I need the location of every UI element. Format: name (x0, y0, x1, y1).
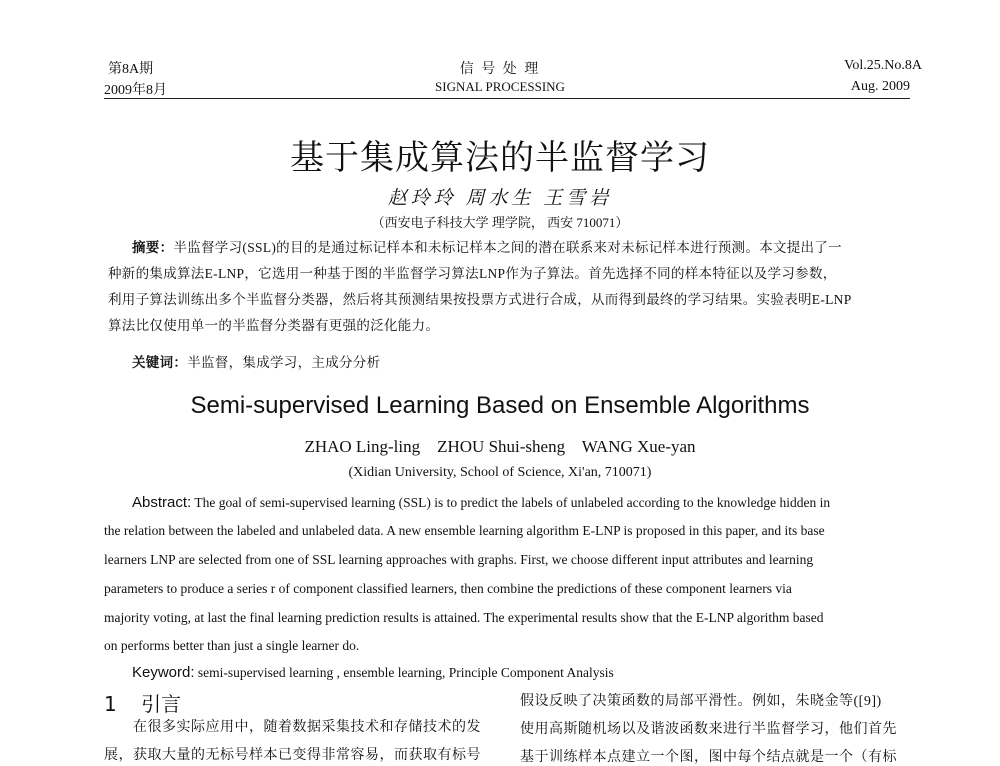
volume-number: Vol.25.No.8A (844, 58, 922, 73)
keywords-en (132, 664, 614, 681)
left-column-line: 展，获取大量的无标号样本已变得非常容易，而获取有标号 (104, 748, 481, 763)
authors-cn: 赵玲玲 周水生 王雪岩 (387, 188, 613, 209)
keywords-en-label: Keyword: (132, 664, 195, 681)
journal-name-en: SIGNAL PROCESSING (435, 79, 565, 94)
section-heading (104, 688, 181, 717)
keywords-cn-label: 关键词： (132, 355, 188, 370)
section-title: 引言 (141, 692, 182, 716)
paper-title-en: Semi-supervised Learning Based on Ensemble Algorithms (190, 392, 810, 419)
abstract-cn-label: 摘要： (132, 240, 174, 255)
abstract-cn-line: 利用子算法训练出多个半监督分类器，然后将其预测结果按投票方式进行合成，从而得到最终的学习结果。实验表明E-LNP (108, 292, 852, 307)
journal-name-cn: 信 号 处 理 (459, 62, 541, 77)
authors-en: ZHAO Ling-ling ZHOU Shui-sheng WANG Xue-yan (304, 437, 696, 456)
abstract-en-line: on performs better than just a single learner do. (104, 638, 360, 653)
issue-date-en: Aug. 2009 (850, 79, 910, 94)
keywords-cn-text: 半监督，集成学习，主成分分析 (187, 355, 381, 370)
right-column-line: 假设反映了决策函数的局部平滑性。例如，朱晓金等([9]) (520, 694, 882, 709)
affiliation-en: (Xidian University, School of Science, Xi'an, 710071) (348, 465, 652, 480)
left-column-line: 在很多实际应用中，随着数据采集技术和存储技术的发 (104, 720, 481, 735)
affiliation-cn: （西安电子科技大学 理学院， 西安 710071） (371, 215, 629, 230)
right-column-line: 基于训练样本点建立一个图，图中每个结点就是一个（有标 (520, 750, 897, 765)
issue-number: 第8A期 (108, 62, 154, 77)
header-rule (104, 98, 910, 99)
keywords-en-text: semi-supervised learning , ensemble learning, Principle Component Analysis (197, 665, 614, 680)
paper-title-cn: 基于集成算法的半监督学习 (290, 138, 710, 178)
abstract-en-line: the relation between the labeled and unlabeled data. A new ensemble learning algorithm E-LNP is proposed in this paper, and its base (104, 523, 825, 538)
abstract-cn (108, 235, 918, 339)
abstract-cn-line: 算法比仅使用单一的半监督分类器有更强的泛化能力。 (108, 318, 440, 333)
abstract-cn-line: 摘要：半监督学习(SSL)的目的是通过标记样本和未标记样本之间的潜在联系来对未标记样本进行预测。本文提出了一 (132, 240, 842, 255)
keywords-cn (132, 350, 380, 376)
section-number: 1 (104, 692, 117, 716)
abstract-en-line: parameters to produce a series r of component classified learners, then combine the predictions of these component learners via (104, 581, 792, 596)
abstract-cn-line: 种新的集成算法E-LNP，它选用一种基于图的半监督学习算法LNP作为子算法。首先选择不同的样本特征以及学习参数， (108, 266, 837, 281)
right-column-line: 使用高斯随机场以及谐波函数来进行半监督学习，他们首先 (520, 722, 897, 737)
abstract-en-first-line: Abstract: The goal of semi-supervised learning (SSL) is to predict the labels of unlabeled according to the knowledge hidden in (132, 494, 831, 511)
abstract-en-line: learners LNP are selected from one of SSL learning approaches with graphs. First, we choose different input attributes and learning (104, 552, 814, 567)
abstract-en-line: majority voting, at last the final learning prediction results is attained. The experimental results show that the E-LNP algorithm based (104, 610, 824, 625)
abstract-en-label: Abstract: (132, 494, 192, 511)
issue-date: 2009年8月 (104, 83, 167, 98)
